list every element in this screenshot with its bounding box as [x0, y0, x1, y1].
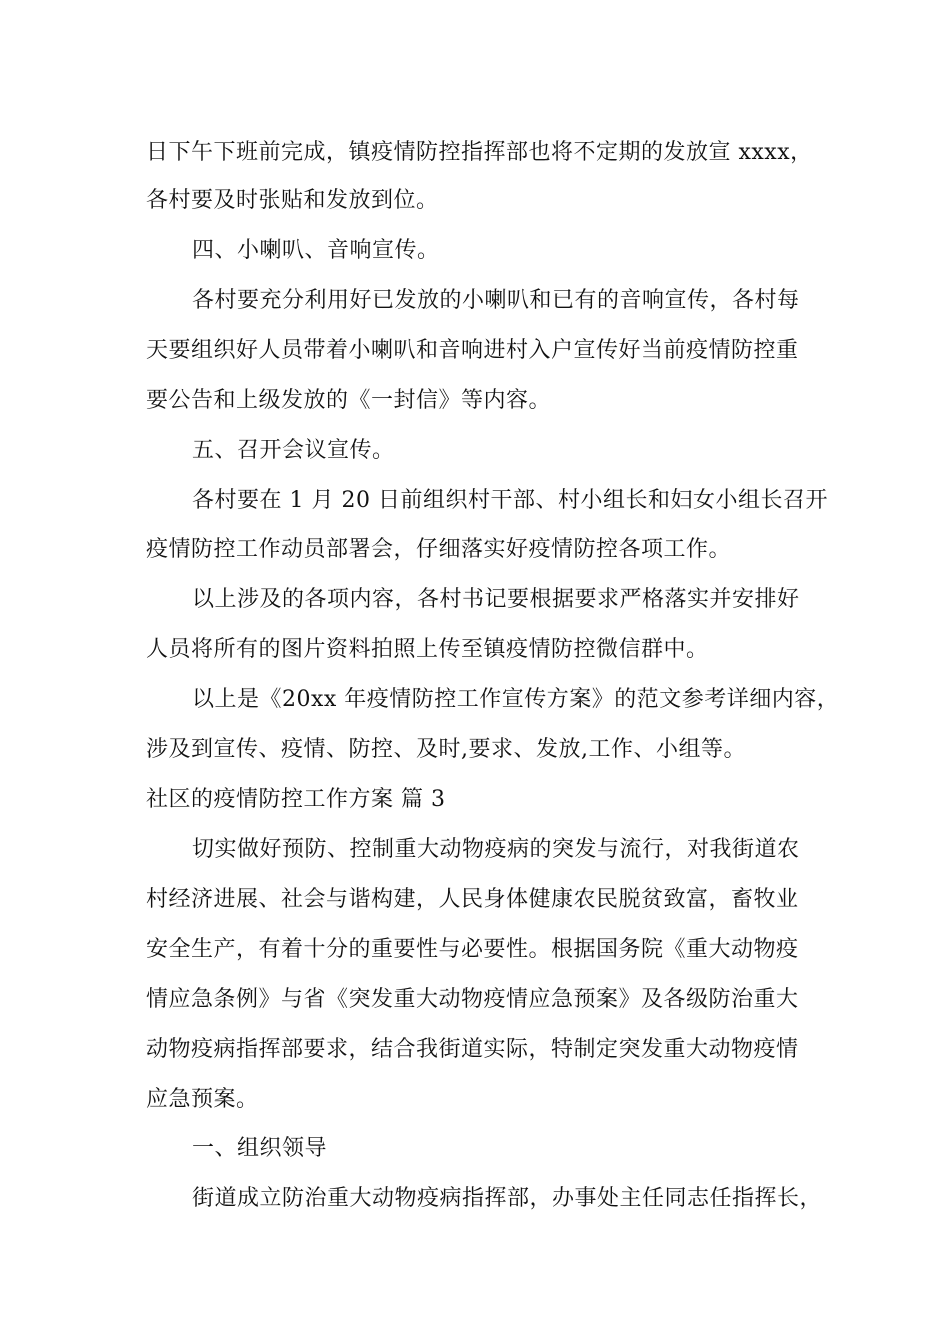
text-line: 村经济进展、社会与谐构建，人民身体健康农民脱贫致富，畜牧业 — [146, 887, 799, 912]
text-line: 要公告和上级发放的《一封信》等内容。 — [146, 388, 552, 413]
article-title: 社区的疫情防控工作方案 篇 3 — [146, 787, 446, 812]
text-line: 应急预案。 — [146, 1087, 259, 1112]
section-heading: 一、组织领导 — [192, 1136, 328, 1161]
text-line: 各村要在 1 月 20 日前组织村干部、村小组长和妇女小组长召开 — [192, 488, 828, 513]
text-line: 日下午下班前完成，镇疫情防控指挥部也将不定期的发放宣 xxxx， — [146, 140, 813, 165]
text-line: 涉及到宣传、疫情、防控、及时,要求、发放,工作、小组等。 — [146, 737, 746, 762]
text-line: 以上涉及的各项内容，各村书记要根据要求严格落实并安排好 — [192, 587, 800, 612]
text-line: 街道成立防治重大动物疫病指挥部，办事处主任同志任指挥长， — [192, 1186, 823, 1211]
text-line: 人员将所有的图片资料拍照上传至镇疫情防控微信群中。 — [146, 637, 709, 662]
text-line: 各村要充分利用好已发放的小喇叭和已有的音响宣传，各村每 — [192, 288, 800, 313]
section-heading: 五、召开会议宣传。 — [192, 438, 395, 463]
text-line: 各村要及时张贴和发放到位。 — [146, 188, 439, 213]
text-line: 疫情防控工作动员部署会，仔细落实好疫情防控各项工作。 — [146, 537, 732, 562]
text-line: 情应急条例》与省《突发重大动物疫情应急预案》及各级防治重大 — [146, 987, 799, 1012]
text-line: 以上是《20xx 年疫情防控工作宣传方案》的范文参考详细内容， — [192, 687, 840, 712]
text-line: 动物疫病指挥部要求，结合我街道实际，特制定突发重大动物疫情 — [146, 1037, 799, 1062]
text-line: 天要组织好人员带着小喇叭和音响进村入户宣传好当前疫情防控重 — [146, 338, 799, 363]
text-line: 切实做好预防、控制重大动物疫病的突发与流行，对我街道农 — [192, 837, 800, 862]
text-line: 安全生产，有着十分的重要性与必要性。根据国务院《重大动物疫 — [146, 937, 799, 962]
section-heading: 四、小喇叭、音响宣传。 — [192, 238, 440, 263]
